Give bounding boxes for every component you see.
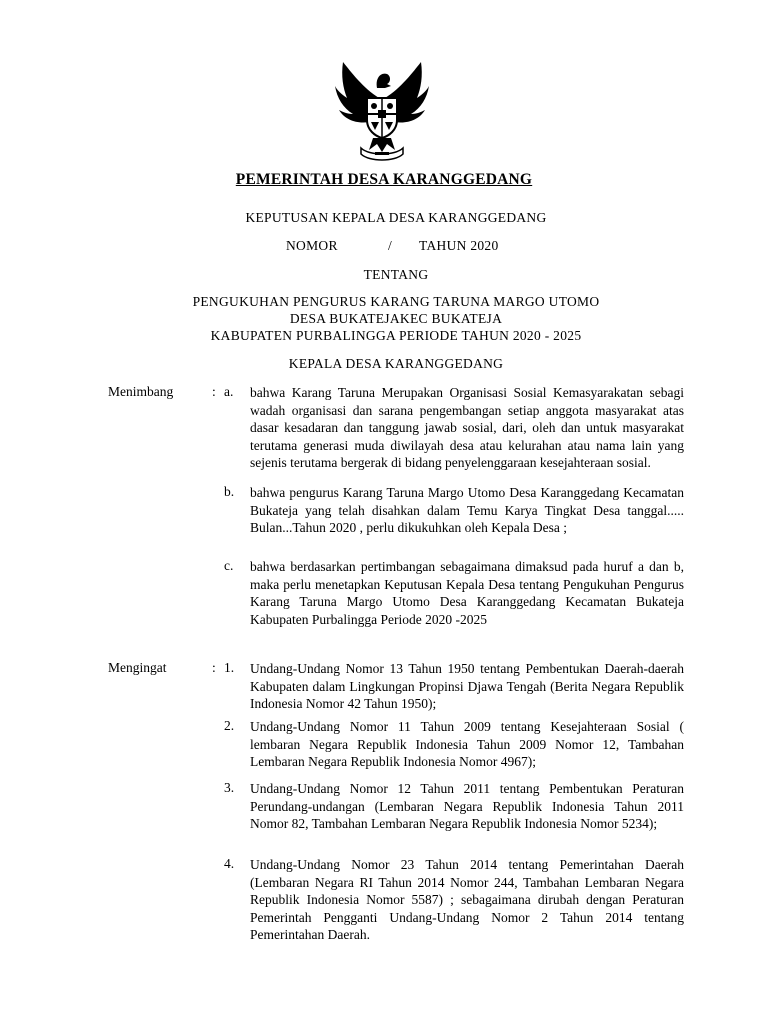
number-year: TAHUN 2020 xyxy=(419,238,499,253)
list-item-text: bahwa pengurus Karang Taruna Margo Utomo Desa Karanggedang Kecamatan Bukateja yang telah disahkan dalam Temu Karya Tingkat Desa tanggal..... Bulan...Tahun 2020 , perlu dikukuhkan oleh Kepala Desa ; xyxy=(250,485,684,536)
list-marker: 3. xyxy=(224,780,235,795)
number-label: NOMOR xyxy=(286,238,338,253)
list-item-text: Undang-Undang Nomor 12 Tahun 2011 tentang Pembentukan Peraturan Perundang-undangan (Lembaran Negara Republik Indonesia Tahun 2011 Nomor 82, Tambahan Lembaran Negara Republik Indonesia Nomor 5234); xyxy=(250,781,684,832)
list-marker: c. xyxy=(224,558,234,573)
subject-line-1: PENGUKUHAN PENGURUS KARANG TARUNA MARGO UTOMO xyxy=(192,294,600,309)
menimbang-item-b xyxy=(224,484,684,537)
mengingat-item-2 xyxy=(224,718,684,771)
menimbang-colon: : xyxy=(212,384,216,399)
subject-line-2: DESA BUKATEJAKEC BUKATEJA xyxy=(289,311,503,326)
list-marker: a. xyxy=(224,384,234,399)
list-marker: 2. xyxy=(224,718,235,733)
mengingat-label: Mengingat xyxy=(108,660,167,675)
subject-line-3: KABUPATEN PURBALINGGA PERIODE TAHUN 2020 - 2025 xyxy=(210,328,582,343)
mengingat-item-4 xyxy=(224,856,684,944)
menimbang-label: Menimbang xyxy=(108,384,174,399)
issuer-heading: KEPALA DESA KARANGGEDANG xyxy=(288,356,504,371)
about-heading: TENTANG xyxy=(363,267,429,282)
number-separator: / xyxy=(388,238,393,253)
list-item-text: bahwa berdasarkan pertimbangan sebagaimana dimaksud pada huruf a dan b, maka perlu menetapkan Keputusan Kepala Desa tentang Pengukuhan Pengurus Karang Taruna Margo Utomo Desa Karanggedang Kecamatan Bukateja Kabupaten Purbalingga Periode 2020 -2025 xyxy=(250,559,684,627)
list-item-text: Undang-Undang Nomor 13 Tahun 1950 tentang Pembentukan Daerah-daerah Kabupaten dalam Lingkungan Propinsi Djawa Tengah (Berita Negara Republik Indonesia Nomor 42 Tahun 1950); xyxy=(250,661,684,712)
menimbang-item-c xyxy=(224,558,684,628)
garuda-emblem-icon xyxy=(333,58,431,162)
decree-title: KEPUTUSAN KEPALA DESA KARANGGEDANG xyxy=(245,210,547,225)
list-marker: 4. xyxy=(224,856,235,871)
list-item-text: Undang-Undang Nomor 23 Tahun 2014 tentang Pemerintahan Daerah (Lembaran Negara RI Tahun 2014 Nomor 244, Tambahan Lembaran Negara Republik Indonesia Nomor 5587) ; sebagaimana dirubah dengan Peraturan Pemerintah Pengganti Undang-Undang Nomor 2 Tahun 2014 tentang Pemerintahan Daerah. xyxy=(250,857,684,943)
government-header: PEMERINTAH DESA KARANGGEDANG xyxy=(235,171,533,188)
mengingat-item-1 xyxy=(224,660,684,713)
mengingat-item-3 xyxy=(224,780,684,833)
list-item-text: Undang-Undang Nomor 11 Tahun 2009 tentang Kesejahteraan Sosial ( lembaran Negara Republik Indonesia Tahun 2009 Nomor 12, Tambahan Lembaran Negara Republik Indonesia Nomor 4967); xyxy=(250,719,684,770)
list-marker: b. xyxy=(224,484,235,499)
menimbang-item-a xyxy=(224,384,684,472)
list-item-text: bahwa Karang Taruna Merupakan Organisasi Sosial Kemasyarakatan sebagi wadah organisasi dan sarana pengembangan setiap anggota masyarakat atas dasar kesadaran dan tanggung jawab sosial, dari, oleh dan untuk masyarakat terutama generasi muda diwilayah desa atau kelurahan atau nama lain yang sejenis terutama bergerak di bidang penyelenggaraan kesejahteraan sosial. xyxy=(250,385,684,471)
mengingat-colon: : xyxy=(212,660,216,675)
list-marker: 1. xyxy=(224,660,235,675)
